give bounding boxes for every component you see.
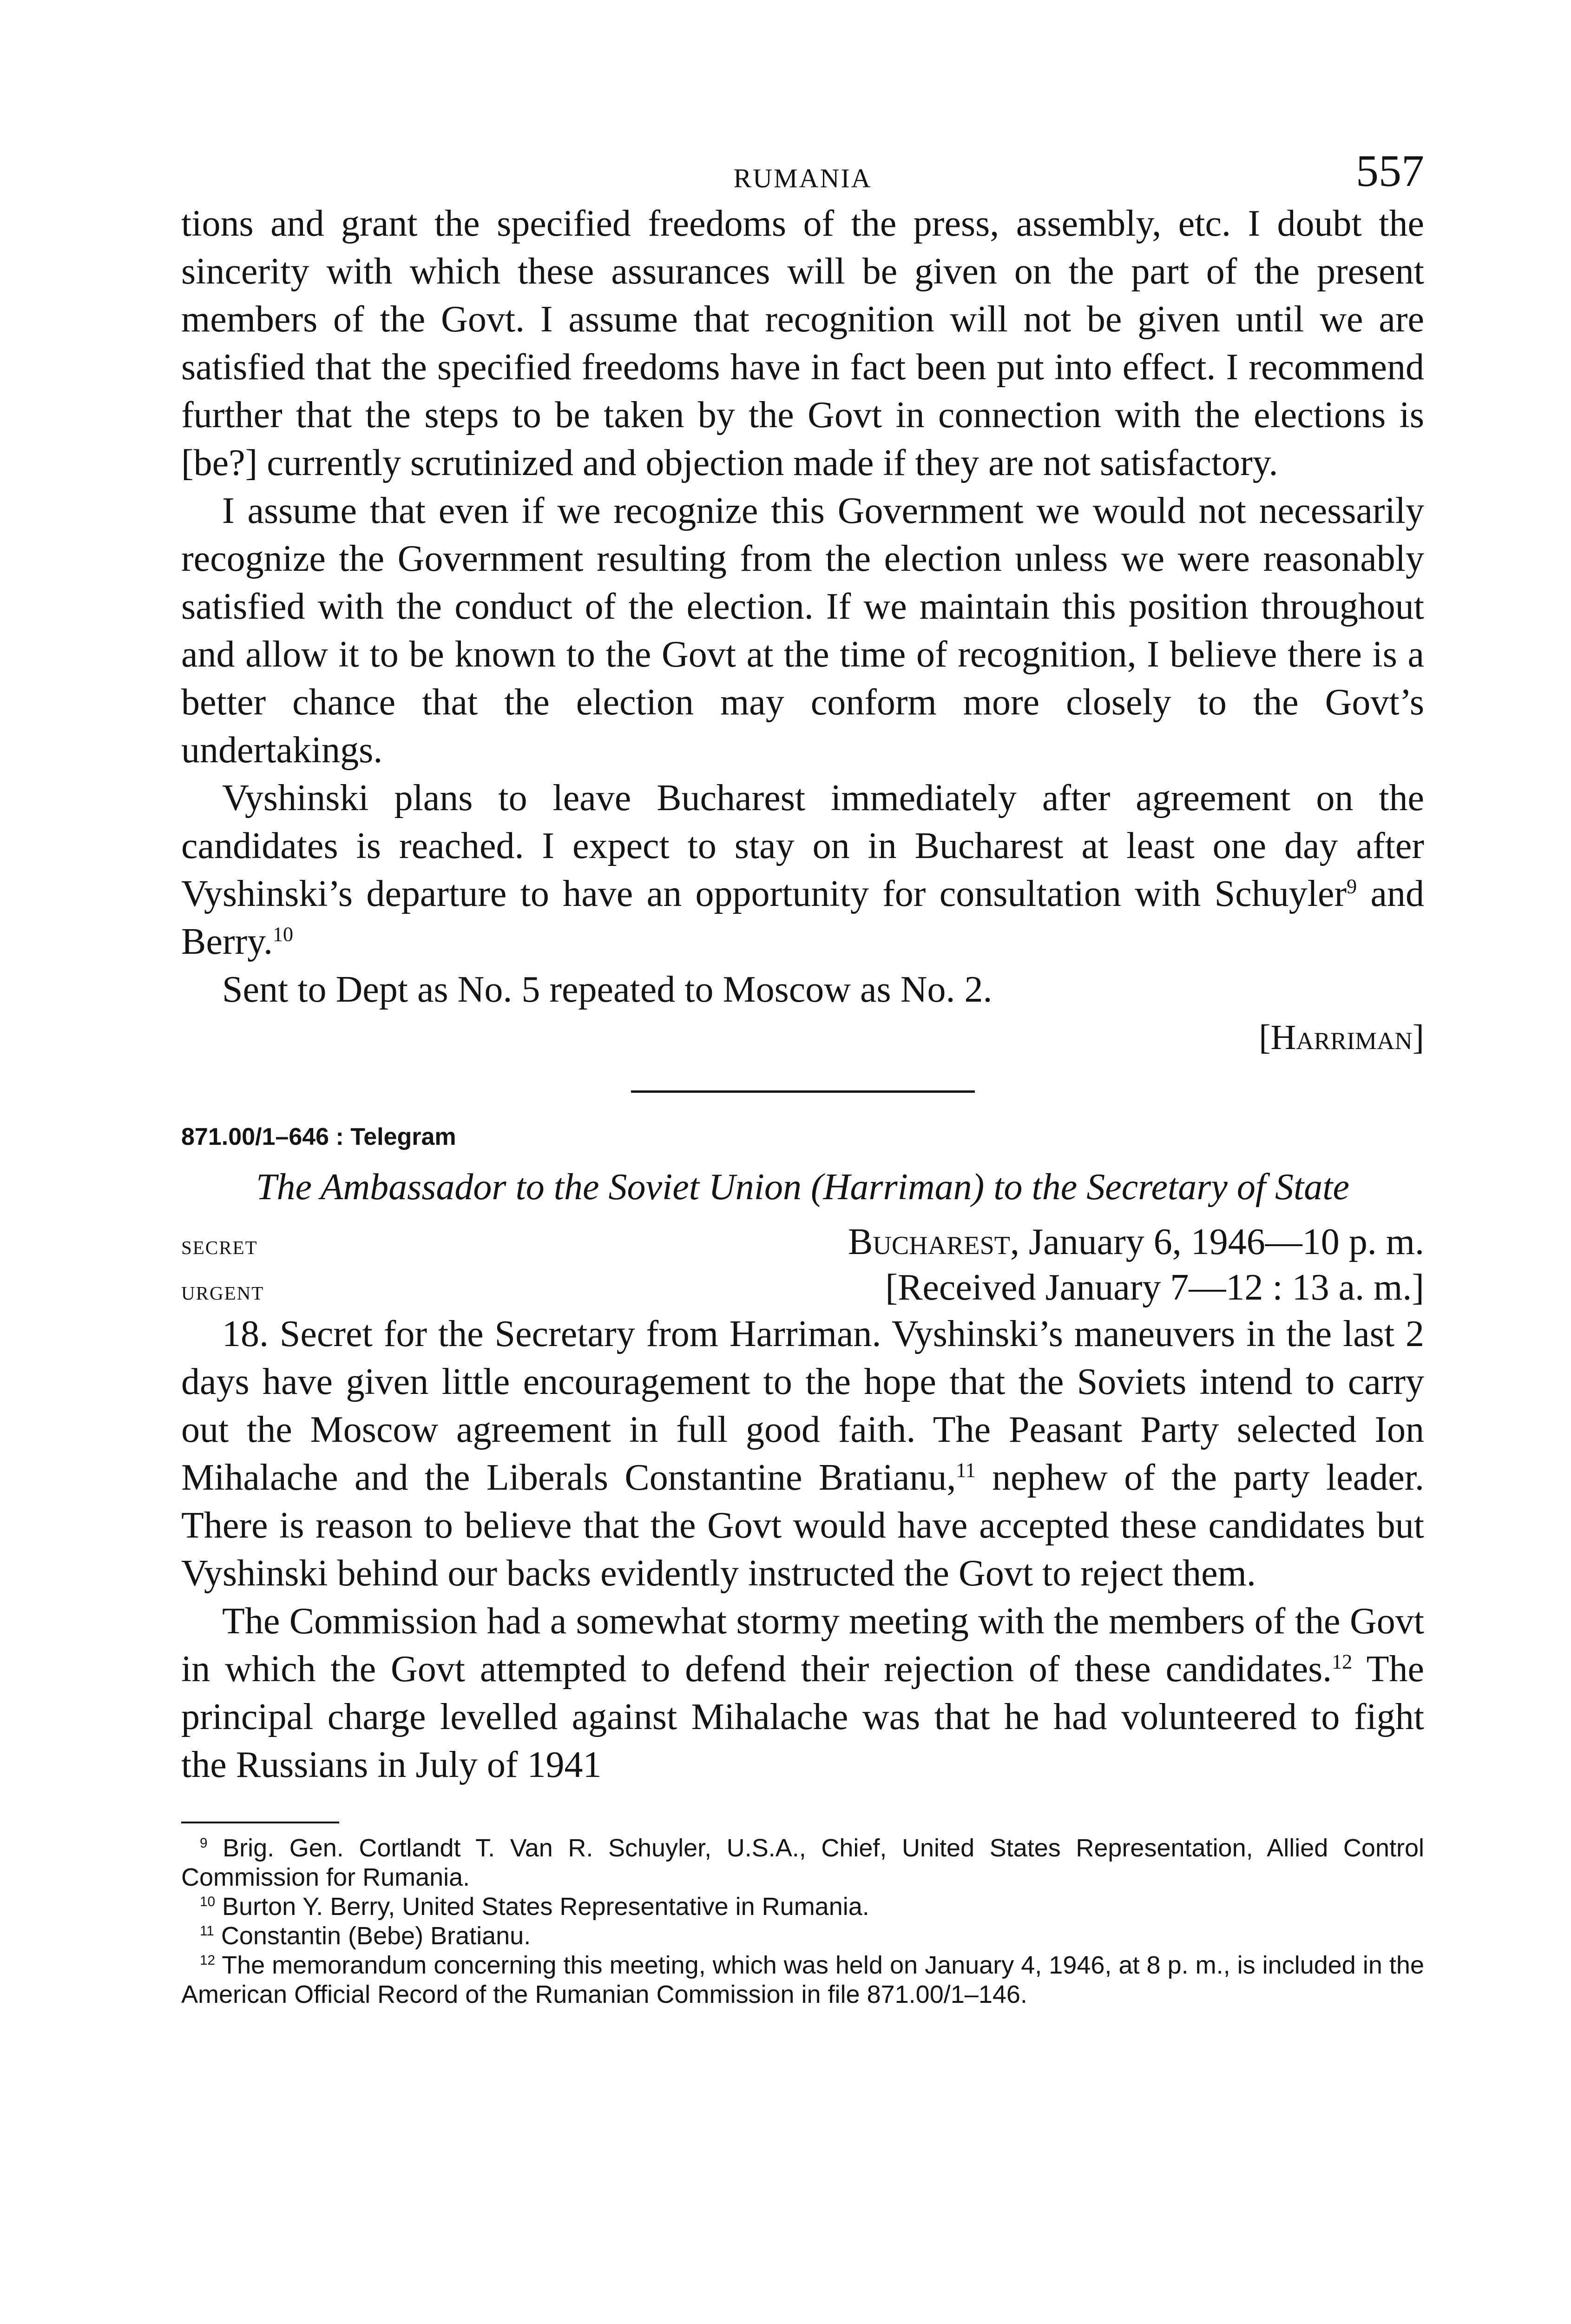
footnote-text: The memorandum concerning this meeting, which was held on January 4, 1946, at 8 p. m., is included in the American Official Record of the Rumanian Commission in file 871.00/1–146. bbox=[181, 1951, 1424, 2008]
paragraph-text: The Commission had a somewhat stormy meeting with the members of the Govt in which the Govt attempted to defend their rejection of these candidates. bbox=[181, 1601, 1424, 1690]
paragraph-text: 18. Secret for the Secretary from Harriman. Vyshinski’s maneuvers in the last 2 days have given little encouragement to the hope that the Soviets intend to carry out the Moscow agreement in full good faith. The Peasant Party selected Ion Mihalache and the Liberals Constantine Bratianu, bbox=[181, 1314, 1424, 1498]
paragraph-text: nephew of the party leader. There is reason to believe that the Govt would have accepted these candidates but Vyshinski behind our backs evidently instructed the Govt to reject them. bbox=[181, 1457, 1425, 1594]
footnote-mark: 9 bbox=[200, 1835, 208, 1851]
paragraph-text: and Berry. bbox=[181, 873, 1424, 962]
document-title: The Ambassador to the Soviet Union (Harriman) to the Secretary of State bbox=[256, 1167, 1350, 1208]
footnote-11 bbox=[181, 1921, 1424, 1951]
dateline-date: January 6, 1946—10 p. m. bbox=[1019, 1221, 1424, 1262]
running-head bbox=[181, 130, 1424, 200]
received-timestamp: [Received January 7—12 : 13 a. m.] bbox=[885, 1267, 1424, 1308]
file-reference: 871.00/1–646 : Telegram bbox=[181, 1123, 456, 1150]
paragraph-continuation: tions and grant the specified freedoms of the press, assembly, etc. I doubt the sincerity with which these assurances will be given on the part of the present members of the Govt. I assume that recognition will not be given until we are satisfied that the specified freedoms have in fact been put into effect. I recommend further that the steps to be taken by the Govt in connection with the elections is [be?] currently scrutinized and objection made if they are not satisfactory. bbox=[181, 203, 1424, 483]
received-row bbox=[181, 1265, 1424, 1310]
footnote-text: Burton Y. Berry, United States Representative in Rumania. bbox=[215, 1893, 869, 1921]
classification-row bbox=[181, 1219, 1424, 1265]
paragraph-text: The principal charge levelled against Mihalache was that he had volunteered to fight the Russians in July of 1941 bbox=[181, 1649, 1424, 1785]
paragraph-commission-meeting bbox=[181, 1598, 1424, 1789]
document-page bbox=[181, 130, 1424, 2009]
footnote-ref-10: 10 bbox=[272, 923, 293, 946]
dateline bbox=[848, 1219, 1424, 1265]
paragraph-text: Vyshinski plans to leave Bucharest immediately after agreement on the candidates is reached. I expect to stay on in Bucharest at least one day after Vyshinski’s departure to have an opportunity for consultation with Schuyler bbox=[181, 778, 1424, 914]
classification-secret: secret bbox=[181, 1230, 258, 1260]
footnote-mark: 12 bbox=[200, 1953, 216, 1968]
running-head-title: RUMANIA bbox=[733, 163, 872, 193]
paragraph-recognition: I assume that even if we recognize this Government we would not necessarily recognize the Government resulting from the election unless we were reasonably satisfied with the conduct of the election. If we maintain this position throughout and allow it to be known to the Govt at the time of recognition, I believe there is a better chance that the election may conform more closely to the Govt’s undertakings. bbox=[181, 490, 1424, 771]
signature-name: [Harriman] bbox=[1259, 1018, 1424, 1057]
footnote-ref-11: 11 bbox=[956, 1459, 976, 1482]
classification-urgent: urgent bbox=[181, 1275, 264, 1306]
dateline-place: Bucharest, bbox=[848, 1221, 1019, 1262]
paragraph-vyshinski-departure bbox=[181, 774, 1424, 966]
page-number: 557 bbox=[1356, 146, 1424, 196]
footnote-text: Brig. Gen. Cortlandt T. Van R. Schuyler, U.S.A., Chief, United States Representation, Allied Control Commission for Rumania. bbox=[181, 1834, 1424, 1891]
footnote-ref-9: 9 bbox=[1347, 875, 1357, 898]
footnote-9 bbox=[181, 1834, 1424, 1892]
footnote-ref-12: 12 bbox=[1332, 1650, 1353, 1673]
paragraph-sent-to-dept: Sent to Dept as No. 5 repeated to Moscow as No. 2. bbox=[222, 969, 993, 1010]
footnote-mark: 11 bbox=[200, 1923, 214, 1939]
footnote-12 bbox=[181, 1951, 1424, 2009]
signature bbox=[181, 1014, 1424, 1062]
footnote-text: Constantin (Bebe) Bratianu. bbox=[214, 1922, 531, 1950]
footnote-10 bbox=[181, 1892, 1424, 1921]
footnote-divider bbox=[181, 1822, 339, 1823]
footnote-mark: 10 bbox=[200, 1894, 216, 1909]
paragraph-telegram-18 bbox=[181, 1310, 1424, 1598]
section-divider bbox=[631, 1090, 975, 1093]
